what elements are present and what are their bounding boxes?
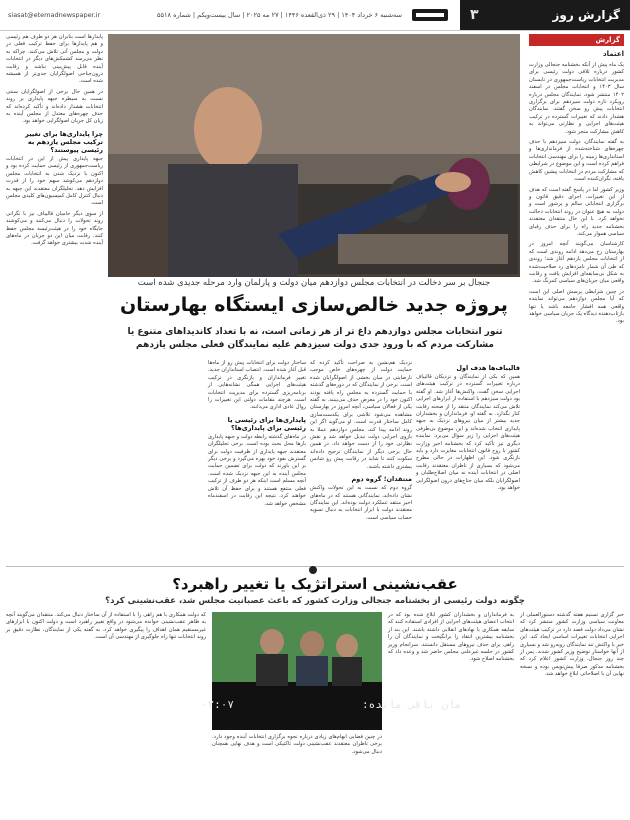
lead-dek: تنور انتخابات مجلس دوازدهم داغ تر از هر زمانی است، نه با تعداد کاندیداهای متنوع یا مشارکت مردم که با ورود جدی دولت سیزدهم علیه نمایندگان فعلی مجلس یازدهم [127,327,503,350]
second-paragraph: که دولت همکاری با هم راهی را با استفاده از آن ساختار دنبال می‌کند. منتقدان می‌گویند آنچه به ظاهر عقب‌نشینی خوانده می‌شود در واقع تغییر راهبرد است و دولت اکنون با ابزارهای غیرمستقیم همان اهداف را پیگیری خواهد کرد. به گفته یکی از نمایندگان، نظارت دقیق بر روند انتخابات تنها راه جلوگیری از مهندسی آن است. [6,612,206,641]
second-paragraph: خبر گزاری تسنیم هفته گذشته دستورالعملی از معاونت سیاسی وزارت کشور منتشر کرد که نشان می‌داد دولت قصد دارد در ترکیب هیئت‌های اجرایی انتخابات تغییرات اساسی ایجاد کند. این خبر با واکنش تند نمایندگان روبه‌رو شد و بسیاری از آنها خواستار توضیح وزیر کشور شدند. پس از چند روز جنجال، وزارت کشور اعلام کرد که بخشنامه مذکور صرفا پیش‌نویس بوده و نسخه نهایی آن با اصلاحاتی ابلاغ خواهد شد. [520,612,624,678]
story-paragraph: همین که یکی از نمایندگان و نزدیکان قالیباف درباره تغییرات گسترده در ترکیب هیئت‌های اجرایی سخن گفت، واکنش‌ها آغاز شد. او گفته بود دولت سیزدهم با استفاده از ابزارهای اجرایی تلاش می‌کند نمایندگان منتقد را از صحنه رقابت کنار بگذارد. به گفته او، فرمانداران و بخشداران جدید بیشتر از میان نیروهای نزدیک به جبهه پایداری انتخاب شده‌اند و این موضوع بی‌طرفی هیئت‌های اجرایی را زیر سوال می‌برد. نماینده دیگری نیز تأکید کرد که بخشنامه اخیر وزارت کشور با روح قانون انتخابات مغایرت دارد و باید بازنگری شود. این اظهارات در حالی مطرح می‌شود که بسیاری از ناظران معتقدند رقابت اصلی در انتخابات آینده نه میان اصلاح‌طلبان و اصولگرایان بلکه میان جناح‌های درون اصولگرایی خواهد بود. [416,374,520,492]
page-number: ۳ [470,7,479,23]
second-subhead: چگونه دولت رئیسی از بخشنامه جنجالی وزارت کشور که باعث عصبانیت مجلس شد، عقب‌نشینی کرد؟ [105,596,525,606]
sidebar-paragraph: وزیر کشور اما در پاسخ گفته است که هدف از این تغییرات، اجرای دقیق قانون و برگزاری انتخاباتی سالم و پرشور است و دولت به هیچ عنوان در روند انتخابات دخالت نخواهد کرد. با این حال منتقدان معتقدند بخشنامه جدید راه را برای حذف رقبای سیاسی هموار می‌کند. [529,186,624,237]
left-subheading: چرا پایداری‌ها برای تغییر ترکیب مجلس یازدهم به رئیسی پیوستند؟ [25,129,103,154]
story-paragraph: گروه دوم که نسبت به این تحولات واکنش نشان داده‌اند، نمایندگانی هستند که در ماه‌های اخیر منتقد عملکرد دولت بوده‌اند. این نمایندگان معتقدند دولت با ابزار انتخابات به دنبال تسویه حساب سیاسی است. [310,485,412,521]
story-column-3 [208,360,306,564]
story-paragraph: در ماه‌های گذشته رابطه دولت و جبهه پایداری بارها محل بحث بوده است. برخی تحلیلگران معتقدند جبهه پایداری از ظرفیت دولت برای گسترش نفوذ خود بهره می‌گیرد و برخی دیگر بر این باورند که دولت برای تضمین حمایت مجلس آینده به این جبهه نزدیک شده است. آنچه مسلم است اینکه هر دو طرف از ترکیب فعلی منتفع هستند و برای حفظ آن تلاش خواهند کرد. نتیجه این رقابت در اسفندماه مشخص خواهد شد. [208,433,306,507]
newspaper-logo-icon [412,7,448,23]
left-paragraph: در همین حال برخی از اصولگرایان سنتی نسبت به سیطره جبهه پایداری بر روند انتخابات هشدار داده‌اند و تأکید کرده‌اند که حذف چهره‌های معتدل از مجلس آینده به زیان کل جریان اصولگرایی خواهد بود. [6,88,103,125]
story-column-2 [310,360,412,564]
left-paragraph: پایدارها است بتابران هر دو طرف هم رئیسی و هم پایدارها برای حفظ ترکیب فعلی در دولت و مجلس آتی تلاش می‌کنند. چراکه به نظر می‌رسد کشمکش‌های دیگر در انتخابات آینده قابل پیش‌بینی نباشد و رقابت درون‌جناحی اصولگرایان جدی‌تر از همیشه شده است. [6,34,103,85]
sidebar-paragraph: کارشناسان می‌گویند آنچه امروز در بهارستان رخ می‌دهد ادامه روندی است که از انتخابات مجلس یازدهم آغاز شد؛ روندی که طی آن شمار نامزدهای رد صلاحیت‌شده به شکل بی‌سابقه‌ای افزایش یافت و رقابت واقعی میان جریان‌های سیاسی کمرنگ شد. [529,241,624,285]
section-block [460,0,630,30]
sidebar-kicker: اعتماد [603,50,624,58]
photo-illustration [108,34,520,277]
page-header [0,0,630,31]
story-subheading: منتقدان؛ گروه دوم [351,475,412,484]
story-subheading: پایداری‌ها برای رئیسی یا رئیسی برای پایداری‌ها؟ [227,415,306,432]
second-headline: عقب‌نشینی استراتژیک یا تغییر راهبرد؟ [172,575,458,593]
divider-dot [309,566,317,574]
sidebar-paragraph: در چنین شرایطی پرسش اصلی این است که آیا مجلس دوازدهم می‌تواند نماینده واقعی همه اقشار جامعه باشد یا تنها بازتاب‌دهنده دیدگاه یک جریان سیاسی خواهد بود. [529,288,624,325]
sidebar-paragraph: به گفته نمایندگان، دولت سیزدهم با حذف چهره‌های شناخته‌شده از فرمانداری‌ها و استانداری‌ها زمینه را برای مهندسی انتخابات فراهم کرده است و این موضوع در شرایطی که مشارکت مردم در انتخابات پیشین کاهش یافته، نگران‌کننده است. [529,139,624,183]
surtitle: جنجال بر سر دخالت در انتخابات مجلس دوازدهم میان دولت و پارلمان وارد مرحله جدیدی شده است [137,278,491,288]
left-paragraph: از سوی دیگر حامیان قالیباف نیز با نگرانی روند تحولات را دنبال می‌کنند و می‌کوشند جایگاه خود را در هیئت‌رئیسه مجلس حفظ کنند. رقابت میان این دو جریان در ماه‌های آینده شدت بیشتری خواهد گرفت. [6,210,103,247]
sidebar-paragraph: یک ماه پیش از آنکه بخشنامه جنجالی وزارت کشور درباره تلاقی دولت رئیسی برای مدیریت انتخابات ریاست‌جمهوری در تابستان سال ۱۴۰۳ و انتخابات مجلس در اسفند ۱۴۰۲ منتشر شود، نمایندگان مجلس درباره رویکرد تازه دولت سیزدهم برای برگزاری انتخابات پیش رو سخن گفتند. نمایندگان هشدار دادند که تغییرات گسترده در ترکیب هیئت‌های اجرایی و نظارتی می‌تواند به کاهش مشارکت منجر شود. [529,62,624,135]
parliament-photo [108,34,520,277]
issue-line: سه‌شنبه ۶ خرداد ۱۴۰۴ | ۲۹ ذی‌القعده ۱۴۴۶ | ۲۷ مه ۲۰۲۵ | سال بیست‌ویکم | شماره ۵۵۱۸ [157,11,402,19]
story-column-1 [416,360,520,564]
main-headline: پروژه جدید خالص‌سازی ایستگاه بهارستان [120,294,508,316]
left-column [6,34,103,564]
story-paragraph: نزدیک هم‌نشین به صراحت تأکید کرده که حمایت دولت از چهره‌های خاص موجب نارضایتی در میان بخشی از اصولگرایان شده است. برخی از نمایندگان که در دوره‌های گذشته با حمایت گسترده به مجلس راه یافته بودند اکنون خود را در معرض حذف می‌بینند. به گفته یکی از فعالان سیاسی، آنچه امروز در بهارستان مشاهده می‌شود تلاشی برای یکدست‌سازی کامل ساختار قدرت است. او می‌گوید اگر این روند ادامه پیدا کند، مجلس دوازدهم عملا به بازوی اجرایی دولت تبدیل خواهد شد و نقش نظارتی خود را از دست خواهد داد. در همین حال برخی دیگر از نمایندگان ترجیح داده‌اند سکوت کنند تا شاید در رقابت پیش رو شانس بیشتری داشته باشند. [310,360,412,470]
email-link[interactable]: siasat@etemadnewspaper.ir [8,11,101,19]
left-paragraph: جبهه پایداری پیش از این در انتخابات ریاست‌جمهوری از رئیسی حمایت کرده بود و اکنون با نزدیک شدن به انتخابات مجلس دوازدهم می‌کوشد سهم خود را از قدرت افزایش دهد. تحلیلگران معتقدند این جبهه به دنبال کنترل کامل کمیسیون‌های کلیدی مجلس است. [6,155,103,207]
story-paragraph: ساختار دولت برای انتخابات پیش رو از ماه‌ها قبل آغاز شده است. انتصاب استانداران جدید، تغییر فرمانداران و بازنگری در ترکیب هیئت‌های اجرایی همگی نشانه‌هایی از برنامه‌ریزی گسترده برای مدیریت انتخابات است. هرچند مقامات دولتی این تغییرات را روال عادی اداری می‌دانند. [208,360,306,411]
second-column-1 [520,612,624,820]
board-clock: ۲:۰۷- [200,698,234,711]
issue-meta [0,0,460,30]
section-title: گزارش روز [552,8,620,22]
second-column-2 [388,612,514,820]
second-column-3 [212,734,382,820]
second-paragraph: در چنین فضایی ابهام‌های زیادی درباره نحوه برگزاری انتخابات آینده وجود دارد. برخی ناظران معتقدند عقب‌نشینی دولت تاکتیکی است و هدف نهایی همچنان دنبال می‌شود. [212,734,382,755]
second-column-4 [6,612,206,820]
second-paragraph: به فرمانداران و بخشداران کشور ابلاغ شده بود که در انتخاب اعضای هیئت‌های اجرایی از افرادی استفاده کنند که سابقه همکاری با نهادهای انقلابی داشته باشند. این بند از بخشنامه بیشترین انتقاد را برانگیخت و نمایندگان آن را راهی برای حذف نیروهای مستقل دانستند. سرانجام وزیر کشور در جلسه غیرعلنی مجلس حاضر شد و وعده داد که بخشنامه اصلاح شود. [388,612,514,663]
board-label: مان باقی مانده: [362,698,462,711]
sidebar-report [529,34,624,564]
story-subheading: قالیباف‌ها هدف اول [456,364,520,372]
sidebar-label: گزارش [529,34,624,46]
